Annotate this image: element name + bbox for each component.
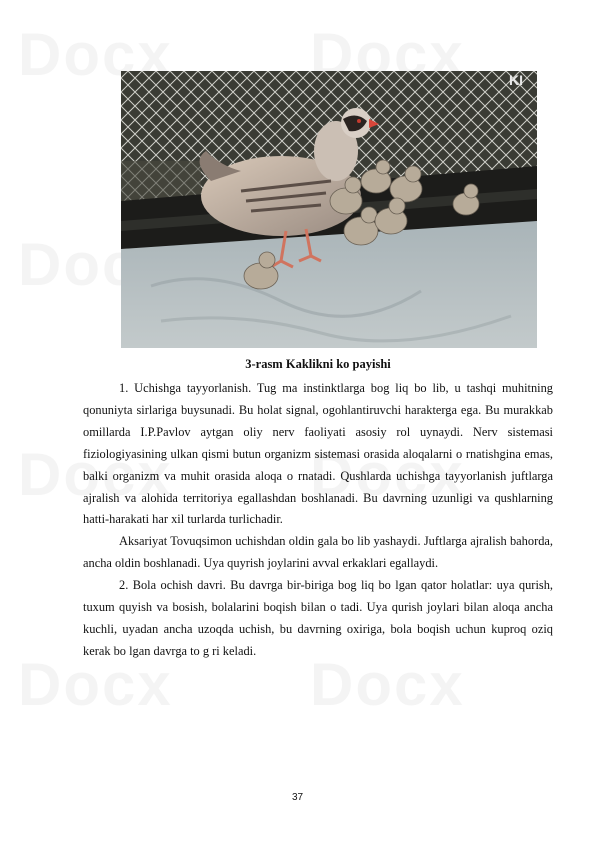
paragraph: 1. Uchishga tayyorlanish. Tug ma instinktlarga bog liq bo lib, u tashqi muhitning qonuniyta sirlariga buysunadi. Bu holat signal, ogohlantiruvchi harakterga ega. Bu murakkab omillarda I.P.Pavlov aytgan oliy nerv faoliyati asosiy rol uynaydi. Nerv sistemasi fiziologiyasining ulkan qismi butun organizm sistemasi orasida aloqalarni o rnatishgina emas, balki organizm va muhit orasida aloqa o rnatadi. Qushlarda uchishga tayyorlanish juftlarga ajralish va alohida territoriya egallashdan boshlanadi. Bu davrning uzunligi va qushlarning hatti-harakati har xil turlarda turlichadir. — [83, 381, 553, 527]
page-number: 37 — [291, 792, 304, 803]
body-text — [83, 378, 553, 663]
paragraph: Aksariyat Tovuqsimon uchishdan oldin gala bo lib yashaydi. Juftlarga ajralish bahorda, ancha oldin boshlanadi. Uya quyrish joylarini avval erkaklari egallaydi. — [83, 534, 553, 571]
photo-overlay-text: KI — [509, 72, 523, 88]
figure-caption: 3-rasm Kaklikni ko payishi — [245, 357, 391, 371]
paragraph: 2. Bola ochish davri. Bu davrga bir-biriga bog liq bo lgan qator holatlar: uya qurish, tuxum quyish va bosish, bolalarini boqish bilan o tadi. Uya qurish joylari bilan aloqa ancha kuchli, uyadan ancha uzoqda uchish, bu davrning oxiriga, bola boqish uchun kuproq oziq kerak bo lgan davrga to g ri keladi. — [83, 578, 553, 658]
partridge-photo — [121, 71, 537, 348]
